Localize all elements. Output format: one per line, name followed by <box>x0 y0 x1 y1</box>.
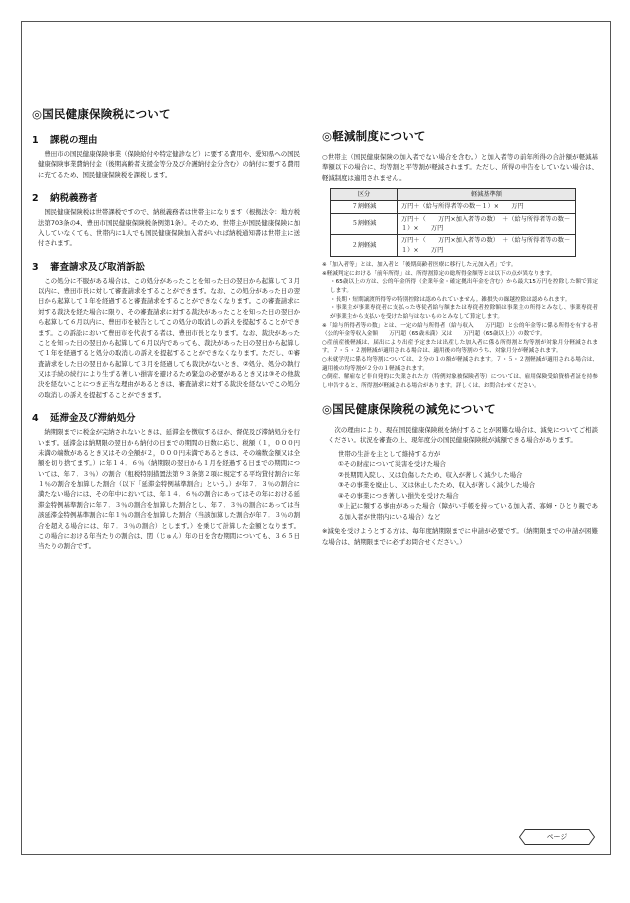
section-number: 1 <box>32 135 39 146</box>
table-row <box>331 235 576 257</box>
reduction-intro: ○世帯主（国民健康保険の加入者でない場合を含む。）と加入者等の前年所得の合計額が軽減基準額以下の場合に、均等割と平等割が軽減されます。ただし、所得の申告をしていない場合は、軽減制度は適用されません。 <box>322 153 598 182</box>
exemption-lead: 世帯の生計を主として維持する方が <box>338 449 441 458</box>
list-item: ③その事業を廃止し、又は休止したため、収入が著しく減少した場合 <box>338 481 536 490</box>
section-heading: 納税義務者 <box>50 193 98 205</box>
page-number-box <box>519 829 595 845</box>
exemption-title: ◎国民健康保険税の減免について <box>322 401 496 416</box>
section-heading: 課税の理由 <box>50 135 98 146</box>
section-body: 納期限までに税金が完納されないときは、延滞金を徴収するほか、督促及び滞納処分を行います。延滞金は納期限の翌日から納付の日までの期間の日数に応じ、税額（１，０００円未満の端数があるとき又はその全額が２，０００円未満であるときは、その端数金額又は全額を切り捨てます。）に年１４．６％（納期限の翌日から１月を経過する日までの期間については、年７．３％）の割合（租税特別措置法第９３条第２項に規定する平均貸付割合に年１％の割合を加算した割合（以下「延滞金特例基準割合」という。）が年７．３％の割合に満たない場合には、その年中においては、年１４．６％の割合にあってはその年における延滞金特例基準割合に年７．３％の割合を加算した割合とし、年７．３％の割合にあっては当該延滞金特例基準割合に年１％の割合を加算した割合（当該加算した割合が年７．３％の割合を超える場合には、年７．３％の割合）とします。）を乗じて計算した金額となります。この場合における年当たりの割合は、閏（じゅん）年の日を含む期間についても、３６５日当たりの割合です。 <box>38 428 301 551</box>
exemption-note: ※減免を受けようとする方は、毎年度納期限までに申請が必要です。（納期限までの申請が困難な場合は、納期限までに必ずお問合せください。） <box>322 527 598 546</box>
list-item: ⑤上記に類する事由があった場合（障がい手帳を持っている加入者、寡婦・ひとり親である加入者が世帯内にいる場合）など <box>338 502 598 521</box>
note-item: ○産前産後軽減は、届出により出産予定または出産した加入者に係る所得割と均等割が対象月分軽減されます。７・５・２割軽減が適用される場合は、適用後の均等割のうち、対象月分が軽減されます。 <box>322 339 598 355</box>
note-item: ・事業主が事業専従者に支払った専従者給与額または専従者控除額は事業主の所得とみなし、事業専従者が事業主から支払いを受けた給与はないものとみなして算定します。 <box>330 305 598 320</box>
page-title: ◎国民健康保険税について <box>32 107 171 121</box>
page-label: ページ <box>546 833 568 841</box>
list-item: ①その財産について災害を受けた場合 <box>338 460 446 469</box>
table-cell: 万円＋（ 万円×加入者等の数） ＋（給与所得者等の数－１）× 万円 <box>398 235 576 257</box>
section-heading: 審査請求及び取消訴訟 <box>50 261 146 273</box>
reduction-notes <box>322 261 598 391</box>
right-column <box>322 128 598 547</box>
list-item: ④その事業につき著しい損失を受けた場合 <box>338 491 459 500</box>
left-column <box>32 106 300 552</box>
table-cell: ２割軽減 <box>331 235 398 257</box>
exemption-intro: 次の理由により、現在国民健康保険税を納付することが困難な場合は、減免についてご相談ください。状況を審査の上、現年度分の国民健康保険税が減額できる場合があります。 <box>328 425 598 445</box>
note-item: ※「給与所得者等の数」とは、一定の給与所得者（給与収入 万円超）と公的年金等に係る所得を有する者（公的年金等収入金額 万円超（65歳未満）又は 万円超（65歳以上））の数です。 <box>322 322 598 338</box>
table-cell: ７割軽減 <box>331 201 398 213</box>
list-item: ②長期間入院し、又は負傷したため、収入が著しく減少した場合 <box>338 470 523 479</box>
section-number: 3 <box>32 261 39 273</box>
section-appeal <box>32 259 300 401</box>
table-row <box>331 213 576 235</box>
section-number: 2 <box>32 193 39 205</box>
section-heading: 延滞金及び滞納処分 <box>50 413 136 425</box>
section-body: この処分に不服がある場合は、この処分があったことを知った日の翌日から起算して３月以内に、豊田市長に対して審査請求をすることができます。なお、この処分があった日の翌日から起算して１年を経過すると審査請求をすることができなくなります。この審査請求に対する裁決を経た場合に限り、その審査請求に対する裁決があったことを知った日の翌日から起算して６月以内に、豊田市を被告としてこの処分の取消しの訴えを提起することができます。この訴訟において豊田市を代表する者は、豊田市長となります。なお、裁決があったことを知った日の翌日から起算して６月以内であっても、裁決があった日の翌日から起算して１年を経過すると処分の取消しの訴えを提起することができなくなります。ただし、①審査請求をした日の翌日から起算して３月を経過しても裁決がないとき、②処分、処分の執行又は手続の続行により生ずる著しい損害を避けるため緊急の必要があるとき又は③その他裁決を経ないことにつき正当な理由があるときは、審査請求に対する裁決を経ないでこの処分の取消しの訴えを提起することができます。 <box>38 276 301 399</box>
section-late-fee <box>32 410 300 552</box>
note-item: ※軽減判定における「前年所得」は、所得割算定の総所得金額等とは以下の点が異なります。 <box>322 270 556 277</box>
note-item: ○倒産、解雇など非自発的に失業された方（特例対象被保険者等）については、雇用保険受給資格者証を持参し申告すると、所得割が軽減される場合があります。詳しくは、お問合わせください。 <box>322 374 598 390</box>
reduction-table <box>330 188 576 257</box>
table-cell: 万円＋（ 万円×加入者等の数） ＋（給与所得者等の数－１）× 万円 <box>398 213 576 235</box>
section-body: 国民健康保険税は世帯課税ですので、納税義務者は世帯主になります（根拠法令：地方税法第703条の4、豊田市国民健康保険税条例第1条）。そのため、世帯主が国民健康保険に加入していなくても、世帯内に1人でも国民健康保険加入者がいれば納税通知書は世帯主に送付されます。 <box>38 208 300 248</box>
note-item: ・長期・短期譲渡所得等の特別控除は認められていません。雑損失の繰越控除は認められます。 <box>330 296 571 303</box>
note-item: ※「加入者等」とは、加入者と「後期高齢者医療に移行した元加入者」です。 <box>322 261 517 268</box>
section-tax-reason <box>32 132 300 180</box>
section-taxpayer <box>32 190 300 249</box>
table-cell: 万円＋（給与所得者等の数－１）× 万円 <box>398 201 576 213</box>
section-body: 豊田市の国民健康保険事業（保険給付や特定健診など）に要する費用や、愛知県への国民健康保険事業費納付金（後期高齢者支援金等分及び介護納付金分含む）の納付に要する費用に充てるため、国民健康保険税を課税します。 <box>38 150 301 179</box>
exemption-list <box>322 449 598 523</box>
note-item: ・65歳以上の方は、公的年金所得（企業年金・確定拠出年金を含む）から最大15万円を控除した額で算定します。 <box>330 279 598 294</box>
table-header-criteria: 軽減基準額 <box>398 189 576 201</box>
reduction-title: ◎軽減制度について <box>322 129 426 143</box>
table-row <box>331 201 576 213</box>
note-item: ○未就学児に係る均等割については、２分の１の額が軽減されます。７・５・２割軽減が適用される場合は、適用後の均等割が２分の１軽減されます。 <box>322 357 598 372</box>
table-cell: ５割軽減 <box>331 213 398 235</box>
section-number: 4 <box>32 413 39 425</box>
table-header-category: 区分 <box>331 189 398 201</box>
